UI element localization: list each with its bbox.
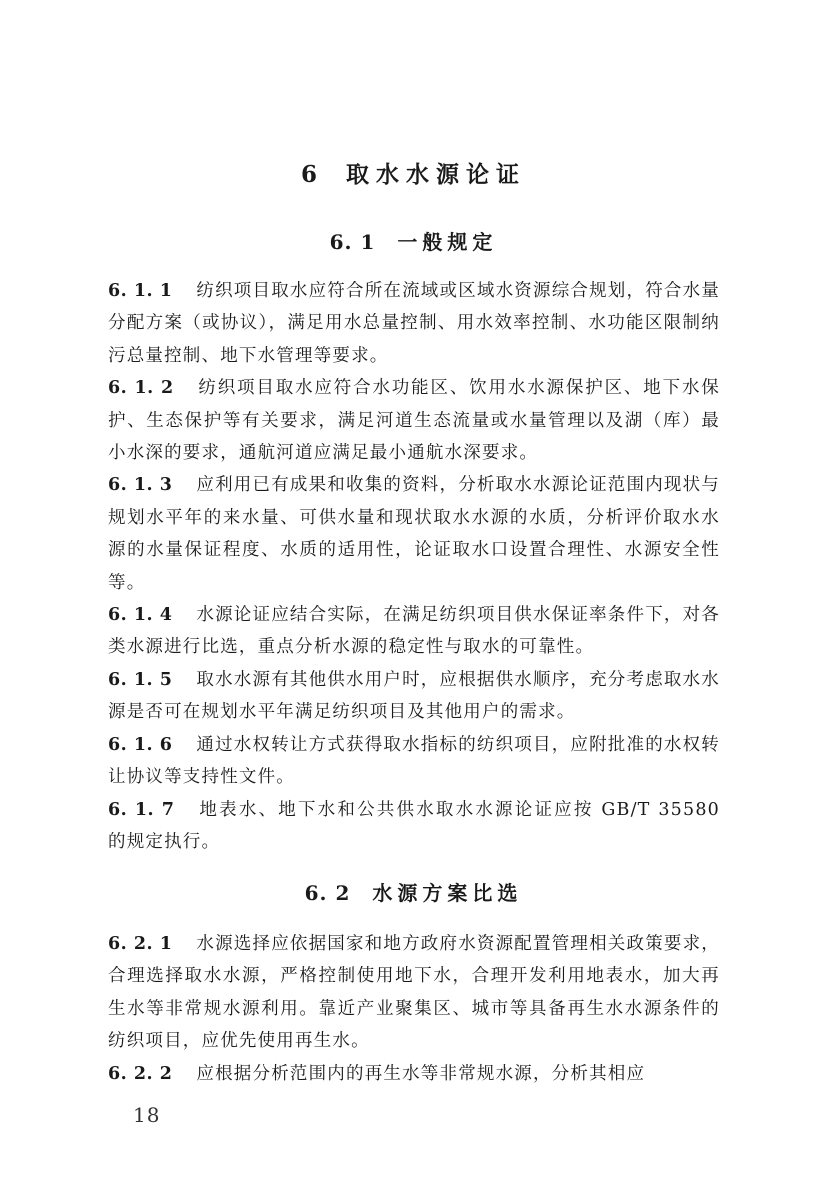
section-title-text: 一般规定 bbox=[397, 230, 498, 254]
section-title-text: 水源方案比选 bbox=[372, 881, 523, 905]
clause-6-1-6 bbox=[108, 729, 720, 794]
chapter-number: 6 bbox=[300, 161, 324, 188]
clause-text: 水源论证应结合实际，在满足纺织项目供水保证率条件下，对各类水源进行比选，重点分析水源的稳定性与取水的可靠性。 bbox=[108, 605, 721, 658]
clause-text: 地表水、地下水和公共供水取水水源论证应按 GB/T 35580 的规定执行。 bbox=[108, 799, 720, 852]
clause-text: 纺织项目取水应符合水功能区、饮用水水源保护区、地下水保护、生态保护等有关要求，满足河道生态流量或水量管理以及湖（库）最小水深的要求，通航河道应满足最小通航水深要求。 bbox=[108, 378, 720, 464]
clause-number: 6. 1. 5 bbox=[108, 669, 173, 690]
clause-6-1-3 bbox=[108, 469, 720, 599]
section-number: 6. 1 bbox=[329, 230, 376, 254]
clause-6-1-4 bbox=[108, 599, 720, 664]
clause-6-1-5 bbox=[108, 664, 720, 729]
section-title bbox=[0, 226, 827, 255]
clause-text: 应利用已有成果和收集的资料，分析取水水源论证范围内现状与规划水平年的来水量、可供水量和现状取水水源的水质，分析评价取水水源的水量保证程度、水质的适用性，论证取水口设置合理性、水源安全性等。 bbox=[108, 475, 721, 593]
section-number: 6. 2 bbox=[304, 881, 351, 905]
clause-text: 应根据分析范围内的再生水等非常规水源，分析其相应 bbox=[196, 1063, 646, 1084]
section-body bbox=[108, 275, 720, 858]
clause-text: 纺织项目取水应符合所在流域或区域水资源综合规划，符合水量分配方案（或协议），满足用水总量控制、用水效率控制、水功能区限制纳污总量控制、地下水管理等要求。 bbox=[108, 281, 721, 366]
clause-number: 6. 2. 1 bbox=[108, 934, 173, 954]
clause-text: 取水水源有其他供水用户时，应根据供水顺序，充分考虑取水水源是否可在规划水平年满足纺织项目及其他用户的需求。 bbox=[108, 669, 721, 723]
clause-number: 6. 1. 3 bbox=[108, 475, 173, 496]
section-body bbox=[108, 928, 720, 1090]
clause-number: 6. 1. 7 bbox=[108, 799, 175, 820]
clause-6-1-2 bbox=[108, 372, 720, 469]
clause-text: 水源选择应依据国家和地方政府水资源配置管理相关政策要求，合理选择取水水源，严格控制使用地下水，合理开发利用地表水，加大再生水等非常规水源利用。靠近产业聚集区、城市等具备再生水水源条件的纺织项目，应优先使用再生水。 bbox=[108, 934, 721, 1052]
clause-text: 通过水权转让方式获得取水指标的纺织项目，应附批准的水权转让协议等支持性文件。 bbox=[108, 734, 721, 788]
clause-number: 6. 1. 6 bbox=[108, 734, 173, 755]
clause-number: 6. 1. 1 bbox=[108, 281, 173, 301]
clause-6-1-7 bbox=[108, 794, 720, 859]
clause-6-1-1 bbox=[108, 275, 720, 372]
clause-number: 6. 1. 4 bbox=[108, 605, 173, 626]
chapter-title-text: 取水水源论证 bbox=[346, 161, 526, 188]
clause-6-2-1 bbox=[108, 928, 720, 1058]
clause-number: 6. 2. 2 bbox=[108, 1063, 173, 1084]
page-number: 18 bbox=[133, 1103, 161, 1127]
section-title bbox=[0, 877, 827, 906]
chapter-title bbox=[0, 156, 827, 189]
clause-number: 6. 1. 2 bbox=[108, 378, 174, 399]
clause-6-2-2 bbox=[108, 1058, 720, 1090]
